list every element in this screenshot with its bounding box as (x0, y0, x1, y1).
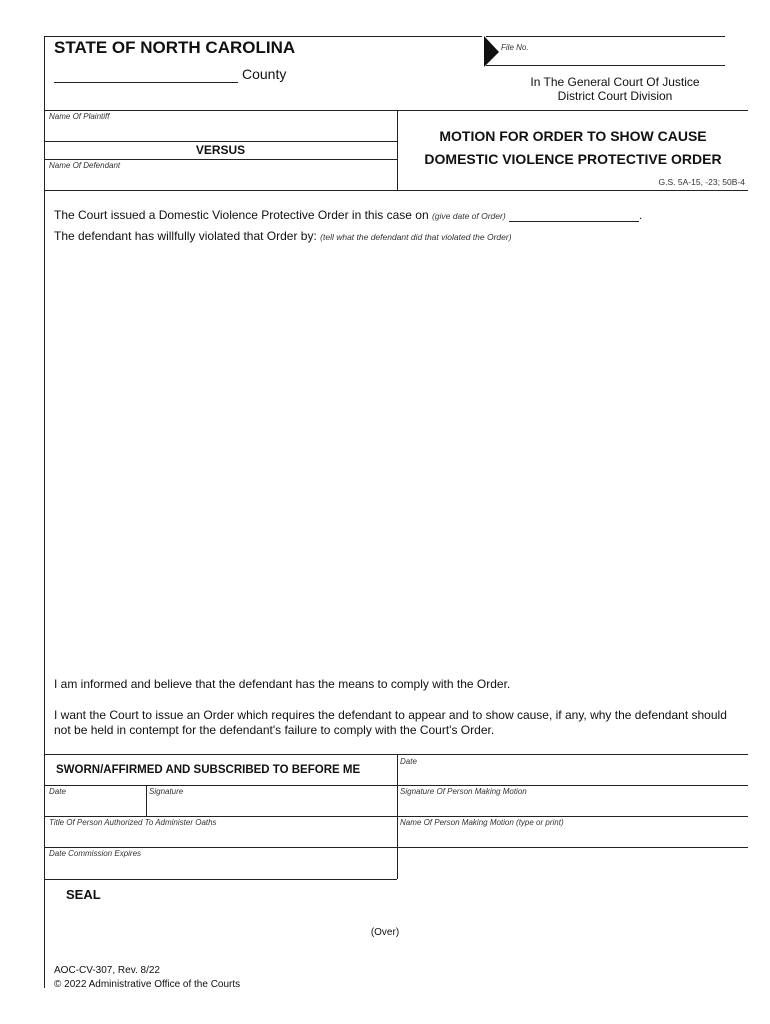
plaintiff-line (44, 141, 397, 142)
issued-text: The Court issued a Domestic Violence Protective Order in this case on (54, 208, 429, 222)
court-info (500, 75, 730, 103)
sig-row-line-3 (44, 847, 748, 848)
official-title-input[interactable] (49, 829, 394, 845)
form-title (398, 125, 748, 171)
left-border (44, 36, 45, 988)
file-no-label: File No. (501, 43, 529, 52)
movant-signature-input[interactable] (400, 798, 745, 814)
court-line-1: In The General Court Of Justice (530, 75, 700, 89)
county-input[interactable] (54, 66, 238, 83)
sig-row-line-2 (44, 816, 748, 817)
versus-line (44, 159, 397, 160)
file-no-top-line (486, 36, 725, 37)
motion-date-input[interactable] (400, 767, 745, 783)
versus-label: VERSUS (195, 143, 246, 157)
defendant-input[interactable] (49, 172, 395, 188)
commission-divider (397, 847, 398, 879)
caption-bottom-line (44, 190, 748, 191)
sig-person-label: Signature Of Person Making Motion (400, 787, 527, 796)
violated-line (54, 229, 512, 243)
top-border (44, 36, 482, 37)
violation-description-area[interactable] (54, 248, 734, 668)
file-no-input[interactable] (486, 65, 725, 66)
statute-citation: G.S. 5A-15, -23; 50B-4 (658, 177, 745, 187)
means-statement: I am informed and believe that the defendant has the means to comply with the Order. (54, 677, 511, 691)
seal-label: SEAL (66, 887, 101, 902)
commission-date-input[interactable] (49, 860, 394, 876)
date-sig-divider (146, 785, 147, 816)
title-line-2: DOMESTIC VIOLENCE PROTECTIVE ORDER (424, 151, 722, 167)
county-label: County (242, 66, 287, 82)
sig-row-line-1 (44, 785, 748, 786)
order-date-input[interactable] (509, 209, 639, 222)
official-signature-input[interactable] (149, 798, 394, 814)
sig-bottom-line (44, 879, 397, 880)
sig-divider (397, 754, 398, 849)
violated-text: The defendant has willfully violated that Order by: (54, 229, 317, 243)
signature-label: Signature (149, 787, 184, 796)
state-heading: STATE OF NORTH CAROLINA (54, 38, 296, 57)
date-label-left: Date (49, 787, 66, 796)
defendant-label: Name Of Defendant (49, 161, 121, 170)
violated-hint: (tell what the defendant did that violated the Order) (320, 232, 512, 242)
sig-top-line (44, 754, 748, 755)
form-id: AOC-CV-307, Rev. 8/22 (54, 965, 160, 976)
commission-label: Date Commission Expires (49, 849, 142, 858)
movant-name-input[interactable] (400, 829, 745, 845)
court-line-2: District Court Division (557, 89, 673, 103)
over-indicator: (Over) (370, 927, 400, 938)
name-person-label: Name Of Person Making Motion (type or print) (400, 818, 564, 827)
copyright: © 2022 Administrative Office of the Courts (54, 979, 241, 990)
plaintiff-label: Name Of Plaintiff (49, 112, 110, 121)
date-label-right: Date (400, 757, 417, 766)
sworn-date-input[interactable] (49, 798, 143, 814)
issued-hint: (give date of Order) (431, 211, 506, 221)
sworn-heading: SWORN/AFFIRMED AND SUBSCRIBED TO BEFORE ME (56, 764, 361, 776)
plaintiff-input[interactable] (49, 122, 395, 138)
title-line-1: MOTION FOR ORDER TO SHOW CAUSE (439, 128, 707, 144)
issued-line: The Court issued a Domestic Violence Protective Order in this case on (give date of Order) . (54, 208, 643, 222)
caption-top-line (44, 110, 748, 111)
request-statement: I want the Court to issue an Order which requires the defendant to appear and to show cause, if any, why the defendant should not be held in contempt for the defendant's failure to comply with the Court's Order. (54, 708, 727, 737)
title-label: Title Of Person Authorized To Administer Oaths (49, 818, 217, 827)
file-no-arrow-icon (483, 36, 501, 68)
